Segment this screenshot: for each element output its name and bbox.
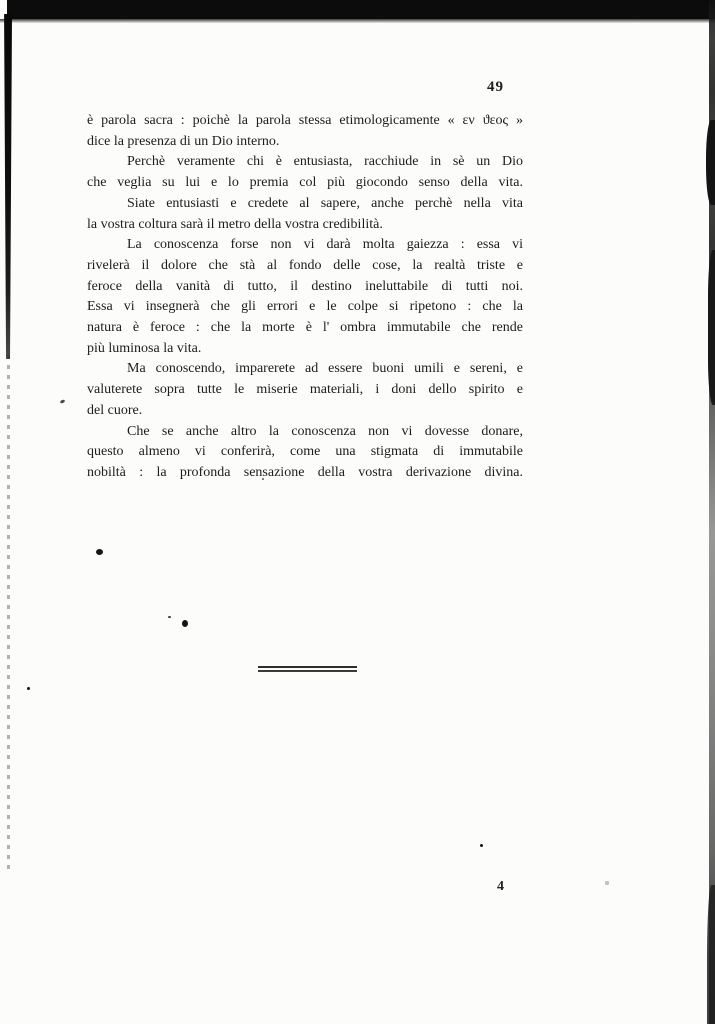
text-line: del cuore. — [87, 402, 143, 418]
ink-speck — [96, 549, 103, 555]
text-line: questo almeno vi conferirà, come una stigmata di immutabile — [87, 444, 523, 460]
text-line: più luminosa la vita. — [87, 340, 202, 356]
ink-speck — [480, 844, 483, 847]
text-line: Siate entusiasti e credete al sapere, anche perchè nella vita — [127, 195, 523, 211]
scan-gutter-shadow-fade — [7, 355, 10, 870]
scan-top-edge-band — [7, 0, 715, 19]
ink-speck — [605, 881, 609, 885]
text-line: che veglia su lui e lo premia col più giocondo senso della vita. — [87, 175, 523, 191]
text-line: è parola sacra : poichè la parola stessa etimologicamente « εν ϑεος » — [87, 113, 523, 128]
section-divider-double-rule — [258, 666, 357, 672]
page-number: 49 — [487, 79, 504, 95]
scan-right-edge-blotch — [707, 885, 715, 1024]
ink-speck — [60, 399, 66, 404]
text-block — [87, 111, 523, 484]
text-line: Perchè veramente chi è entusiasta, racchiude in sè un Dio — [127, 154, 523, 170]
text-line: valuterete sopra tutte le miserie materiali, i doni dello spirito e — [87, 382, 523, 398]
text-line: Che se anche altro la conoscenza non vi dovesse donare, — [127, 423, 523, 439]
text-line: nobiltà : la profonda sensazione della vostra derivazione divina. — [87, 464, 523, 480]
text-line: La conoscenza forse non vi darà molta gaiezza : essa vi — [127, 237, 523, 253]
text-line: rivelerà il dolore che stà al fondo delle cose, la realtà triste e — [87, 257, 523, 273]
scan-right-edge-blotch — [708, 250, 715, 405]
text-line: natura è feroce : che la morte è l' ombra immutabile che rende — [87, 320, 523, 336]
text-line: la vostra coltura sarà il metro della vostra credibilità. — [87, 216, 383, 232]
scan-right-edge-blotch — [706, 120, 715, 205]
text-line: dice la presenza di un Dio interno. — [87, 133, 280, 149]
scan-top-edge-line — [0, 19, 715, 23]
text-line: Essa vi insegnerà che gli errori e le colpe si ripetono : che la — [87, 299, 523, 315]
signature-mark: 4 — [497, 879, 504, 894]
scan-gutter-shadow — [3, 14, 12, 359]
ink-speck — [27, 687, 30, 690]
text-line: feroce della vanità di tutto, il destino ineluttabile di tutti noi. — [87, 278, 523, 294]
text-line: Ma conoscendo, imparerete ad essere buoni umili e sereni, e — [127, 361, 523, 377]
ink-speck — [182, 620, 188, 627]
ink-speck — [168, 616, 171, 618]
